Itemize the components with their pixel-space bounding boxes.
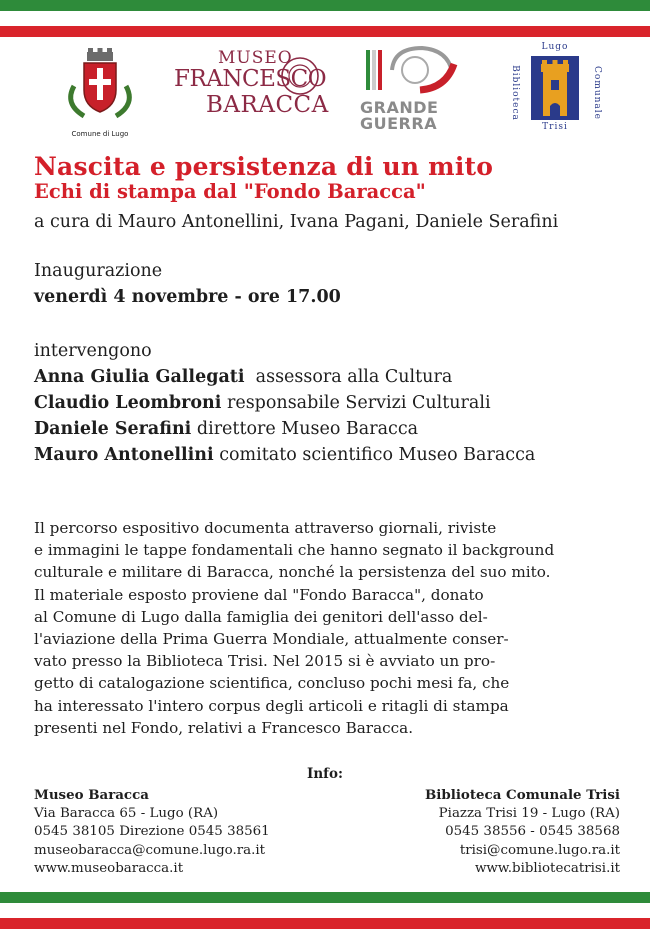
description-line: presenti nel Fondo, relativi a Francesco Baracca. bbox=[34, 718, 414, 737]
description-line: getto di catalogazione scientifica, concluso pochi mesi fa, che bbox=[34, 674, 510, 693]
bottom-green-band bbox=[0, 892, 650, 903]
comune-caption: Comune di Lugo bbox=[71, 130, 129, 138]
description-line: e immagini le tappe fondamentali che hanno segnato il background bbox=[34, 541, 555, 560]
inauguration-label: Inaugurazione bbox=[34, 261, 163, 281]
speaker-row bbox=[34, 367, 452, 387]
speaker-name: Claudio Leombroni bbox=[34, 393, 222, 413]
biblioteca-contact-web[interactable]: www.bibliotecatrisi.it bbox=[474, 861, 620, 876]
description-line: l'aviazione della Prima Guerra Mondiale, attualmente conser- bbox=[34, 630, 509, 649]
page-title: Nascita e persistenza di un mito bbox=[34, 152, 494, 181]
biblioteca-logo-left: Biblioteca bbox=[510, 65, 520, 121]
description-line: Il percorso espositivo documenta attraverso giornali, riviste bbox=[34, 519, 497, 537]
museo-contact-web[interactable]: www.museobaracca.it bbox=[34, 861, 184, 876]
top-red-band bbox=[0, 26, 650, 37]
biblioteca-contact bbox=[425, 786, 620, 879]
grande-guerra-line2: GUERRA bbox=[360, 114, 438, 133]
tower-icon bbox=[531, 56, 579, 120]
bottom-red-band bbox=[0, 918, 650, 929]
museo-logo-line2: FRANCESCO bbox=[174, 66, 327, 92]
comune-di-lugo-logo bbox=[60, 46, 140, 138]
speaker-row bbox=[34, 445, 535, 465]
speakers-label: intervengono bbox=[34, 341, 152, 361]
museo-logo-line3: BARACCA bbox=[206, 92, 329, 118]
emblem-circle-icon bbox=[278, 54, 322, 98]
description-line: ha interessato l'intero corpus degli articoli e ritagli di stampa bbox=[34, 696, 509, 715]
biblioteca-contact-phone: 0545 38556 - 0545 38568 bbox=[445, 824, 620, 839]
logo-row bbox=[0, 40, 650, 140]
grande-guerra-line1: GRANDE bbox=[360, 98, 439, 117]
page-subtitle: Echi di stampa dal "Fondo Baracca" bbox=[34, 180, 426, 203]
grande-guerra-emblem-icon bbox=[360, 42, 460, 98]
coat-of-arms-icon bbox=[60, 46, 140, 124]
museo-baracca-logo bbox=[174, 48, 334, 136]
speaker-role: assessora alla Cultura bbox=[244, 367, 453, 387]
speaker-name: Mauro Antonellini bbox=[34, 445, 214, 465]
description-line: Il materiale esposto proviene dal "Fondo Baracca", donato bbox=[34, 585, 484, 604]
info-label: Info: bbox=[307, 766, 343, 782]
biblioteca-contact-address: Piazza Trisi 19 - Lugo (RA) bbox=[438, 805, 620, 821]
museo-contact bbox=[34, 786, 270, 879]
description-line: culturale e militare di Baracca, nonché la persistenza del suo mito. bbox=[34, 563, 551, 582]
biblioteca-contact-email[interactable]: trisi@comune.lugo.ra.it bbox=[459, 842, 620, 858]
museo-contact-address: Via Baracca 65 - Lugo (RA) bbox=[34, 805, 219, 821]
inauguration-date: venerdì 4 novembre - ore 17.00 bbox=[34, 287, 341, 307]
museo-contact-phone: 0545 38105 Direzione 0545 38561 bbox=[34, 824, 270, 839]
top-green-band bbox=[0, 0, 650, 11]
biblioteca-trisi-logo bbox=[510, 42, 600, 138]
speaker-name: Anna Giulia Gallegati bbox=[34, 367, 245, 387]
speaker-role: comitato scientifico Museo Baracca bbox=[213, 445, 536, 465]
biblioteca-logo-bottom: Trisi bbox=[542, 122, 568, 132]
description-line: vato presso la Biblioteca Trisi. Nel 2015 si è avviato un pro- bbox=[34, 652, 496, 671]
description-line: al Comune di Lugo dalla famiglia dei genitori dell'asso del- bbox=[34, 607, 488, 626]
grande-guerra-logo bbox=[360, 42, 464, 138]
museo-contact-name: Museo Baracca bbox=[34, 787, 149, 803]
description bbox=[34, 517, 622, 739]
speaker-role: direttore Museo Baracca bbox=[191, 419, 419, 439]
speaker-role: responsabile Servizi Culturali bbox=[221, 393, 491, 413]
biblioteca-logo-top: Lugo bbox=[541, 42, 569, 52]
museo-logo-line1: MUSEO bbox=[218, 48, 293, 68]
speaker-row bbox=[34, 393, 491, 413]
speaker-name: Daniele Serafini bbox=[34, 419, 192, 439]
biblioteca-logo-right: Comunale bbox=[592, 65, 602, 120]
museo-contact-email[interactable]: museobaracca@comune.lugo.ra.it bbox=[34, 842, 266, 858]
curators: a cura di Mauro Antonellini, Ivana Pagani, Daniele Serafini bbox=[34, 212, 559, 232]
speaker-row bbox=[34, 419, 418, 439]
biblioteca-contact-name: Biblioteca Comunale Trisi bbox=[424, 787, 620, 803]
